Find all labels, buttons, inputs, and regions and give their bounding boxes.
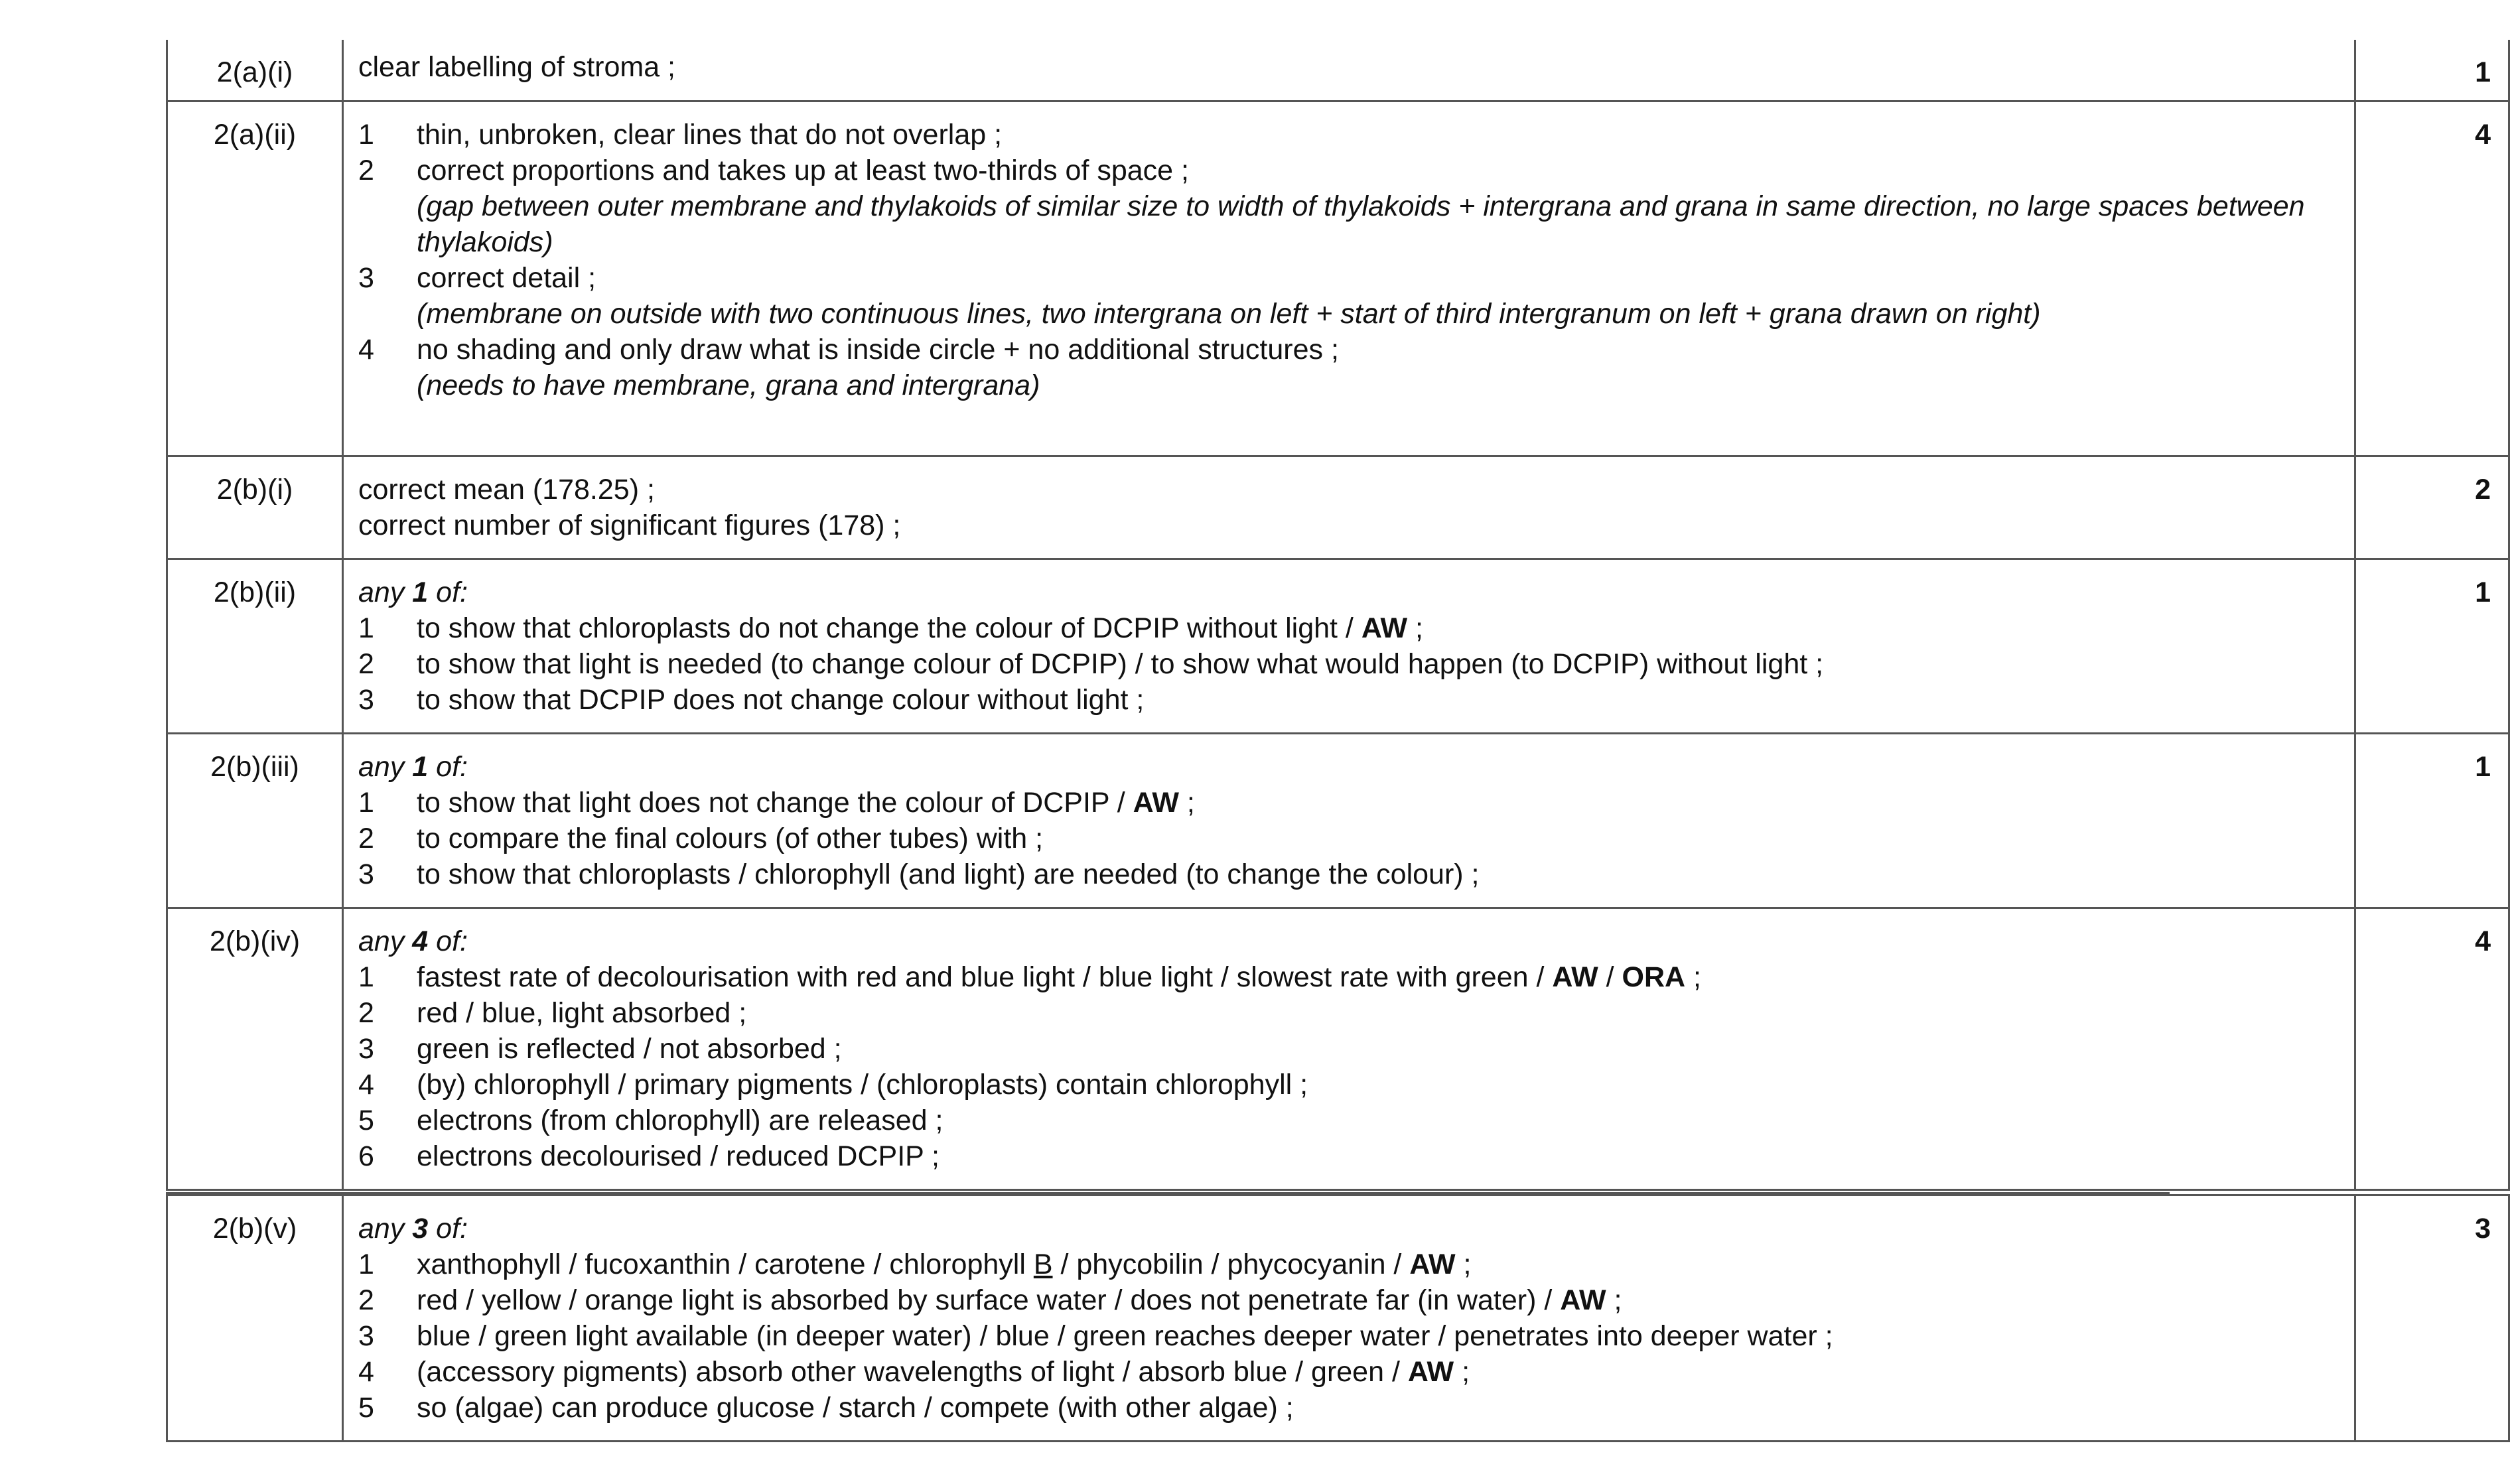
list-item: [358, 959, 2341, 995]
any-of-intro: any 1 of:: [358, 576, 468, 608]
item-text: correct detail ;: [417, 261, 596, 294]
question-number: 2(a)(ii): [167, 101, 343, 456]
item-number: 1: [358, 118, 374, 151]
item-number: 5: [358, 1104, 374, 1136]
table-row: [167, 1195, 2509, 1442]
list-item: [358, 1031, 2341, 1067]
question-number: 2(b)(iv): [167, 908, 343, 1189]
table-row: [167, 456, 2509, 559]
marks: 2: [2355, 456, 2509, 559]
guidance-note: (membrane on outside with two continuous lines, two intergrana on left + start of third intergranum on left + grana drawn on right): [417, 297, 2041, 330]
table-row: [167, 908, 2509, 1189]
item-text: fastest rate of decolourisation with red and blue light / blue light / slowest rate with green / AW / ORA ;: [417, 961, 1701, 993]
answer-cell: [343, 559, 2355, 733]
item-text: to compare the final colours (of other tubes) with ;: [417, 822, 1044, 854]
item-number: 2: [358, 1284, 374, 1316]
list-item: [358, 995, 2341, 1031]
item-number: 2: [358, 996, 374, 1029]
question-number: 2(b)(i): [167, 456, 343, 559]
item-number: 1: [358, 786, 374, 819]
table-row: [167, 733, 2509, 908]
answer-cell: [343, 733, 2355, 908]
answer-text: correct mean (178.25) ;: [358, 473, 655, 506]
mark-scheme-table: [166, 40, 2510, 1191]
item-text: to show that chloroplasts do not change the colour of DCPIP without light / AW ;: [417, 612, 1423, 644]
item-number: 1: [358, 961, 374, 993]
item-number: 3: [358, 1032, 374, 1065]
item-text: to show that light does not change the colour of DCPIP / AW ;: [417, 786, 1195, 819]
item-number: 1: [358, 612, 374, 644]
list-item: [358, 1247, 2341, 1282]
item-text: so (algae) can produce glucose / starch / compete (with other algae) ;: [417, 1392, 1294, 1424]
table-row: [167, 559, 2509, 733]
any-of-intro: any 3 of:: [358, 1213, 468, 1245]
question-number: 2(b)(ii): [167, 559, 343, 733]
item-number: 2: [358, 647, 374, 680]
item-text: to show that DCPIP does not change colour without light ;: [417, 683, 1145, 716]
item-text: (by) chlorophyll / primary pigments / (chloroplasts) contain chlorophyll ;: [417, 1068, 1308, 1101]
marks: 1: [2355, 559, 2509, 733]
item-number: 3: [358, 1320, 374, 1352]
list-item: [358, 332, 2341, 368]
question-number: 2(a)(i): [167, 40, 343, 101]
item-text: red / blue, light absorbed ;: [417, 996, 747, 1029]
item-number: 4: [358, 333, 374, 366]
marks: 3: [2355, 1195, 2509, 1442]
marks: 1: [2355, 733, 2509, 908]
answer-cell: [343, 908, 2355, 1189]
mark-scheme-table-continued: [166, 1194, 2510, 1442]
table-row: [167, 40, 2509, 101]
marks: 4: [2355, 908, 2509, 1189]
answer-cell: [343, 1195, 2355, 1442]
marks: 1: [2355, 40, 2509, 101]
item-text: blue / green light available (in deeper water) / blue / green reaches deeper water / penetrates into deeper water ;: [417, 1320, 1833, 1352]
list-item: [358, 260, 2341, 296]
list-item: [358, 1103, 2341, 1138]
guidance-note: (needs to have membrane, grana and intergrana): [417, 369, 1040, 401]
question-number: 2(b)(iii): [167, 733, 343, 908]
item-text: (accessory pigments) absorb other wavelengths of light / absorb blue / green / AW ;: [417, 1356, 1470, 1388]
item-text: electrons (from chlorophyll) are released ;: [417, 1104, 943, 1136]
item-text: to show that light is needed (to change colour of DCPIP) / to show what would happen (to DCPIP) without light ;: [417, 647, 1824, 680]
item-text: xanthophyll / fucoxanthin / carotene / chlorophyll B / phycobilin / phycocyanin / AW ;: [417, 1248, 1472, 1280]
item-text: thin, unbroken, clear lines that do not overlap ;: [417, 118, 1003, 151]
question-number: 2(b)(v): [167, 1195, 343, 1442]
item-number: 6: [358, 1140, 374, 1172]
answer-cell: [343, 40, 2355, 101]
list-item: [358, 1067, 2341, 1103]
item-number: 2: [358, 822, 374, 854]
item-text: to show that chloroplasts / chlorophyll (and light) are needed (to change the colour) ;: [417, 858, 1480, 890]
item-number: 3: [358, 683, 374, 716]
list-item: [358, 1282, 2341, 1318]
list-item: [358, 610, 2341, 646]
item-number: 2: [358, 154, 374, 186]
item-text: electrons decolourised / reduced DCPIP ;: [417, 1140, 940, 1172]
item-number: 3: [358, 261, 374, 294]
item-text: red / yellow / orange light is absorbed by surface water / does not penetrate far (in water) / AW ;: [417, 1284, 1622, 1316]
list-item: [358, 856, 2341, 892]
answer-text: correct number of significant figures (178) ;: [358, 509, 901, 541]
list-item: [358, 785, 2341, 821]
list-item: [358, 821, 2341, 856]
table-row: [167, 101, 2509, 456]
answer-cell: [343, 456, 2355, 559]
item-number: 3: [358, 858, 374, 890]
any-of-intro: any 4 of:: [358, 925, 468, 957]
item-number: 1: [358, 1248, 374, 1280]
item-number: 4: [358, 1068, 374, 1101]
item-number: 4: [358, 1356, 374, 1388]
item-number: 5: [358, 1392, 374, 1424]
answer-cell: [343, 101, 2355, 456]
list-item: [358, 1390, 2341, 1426]
item-text: no shading and only draw what is inside circle + no additional structures ;: [417, 333, 1339, 366]
item-text: green is reflected / not absorbed ;: [417, 1032, 842, 1065]
marks: 4: [2355, 101, 2509, 456]
any-of-intro: any 1 of:: [358, 750, 468, 783]
list-item: [358, 682, 2341, 718]
list-item: [358, 117, 2341, 153]
list-item: [358, 153, 2341, 188]
list-item: [358, 646, 2341, 682]
guidance-note: (gap between outer membrane and thylakoids of similar size to width of thylakoids + intergrana and grana in same direction, no large spaces between thylakoids): [417, 190, 2305, 258]
answer-text: clear labelling of stroma ;: [358, 51, 675, 83]
item-text: correct proportions and takes up at least two-thirds of space ;: [417, 154, 1189, 186]
list-item: [358, 1138, 2341, 1174]
list-item: [358, 1318, 2341, 1354]
list-item: [358, 1354, 2341, 1390]
